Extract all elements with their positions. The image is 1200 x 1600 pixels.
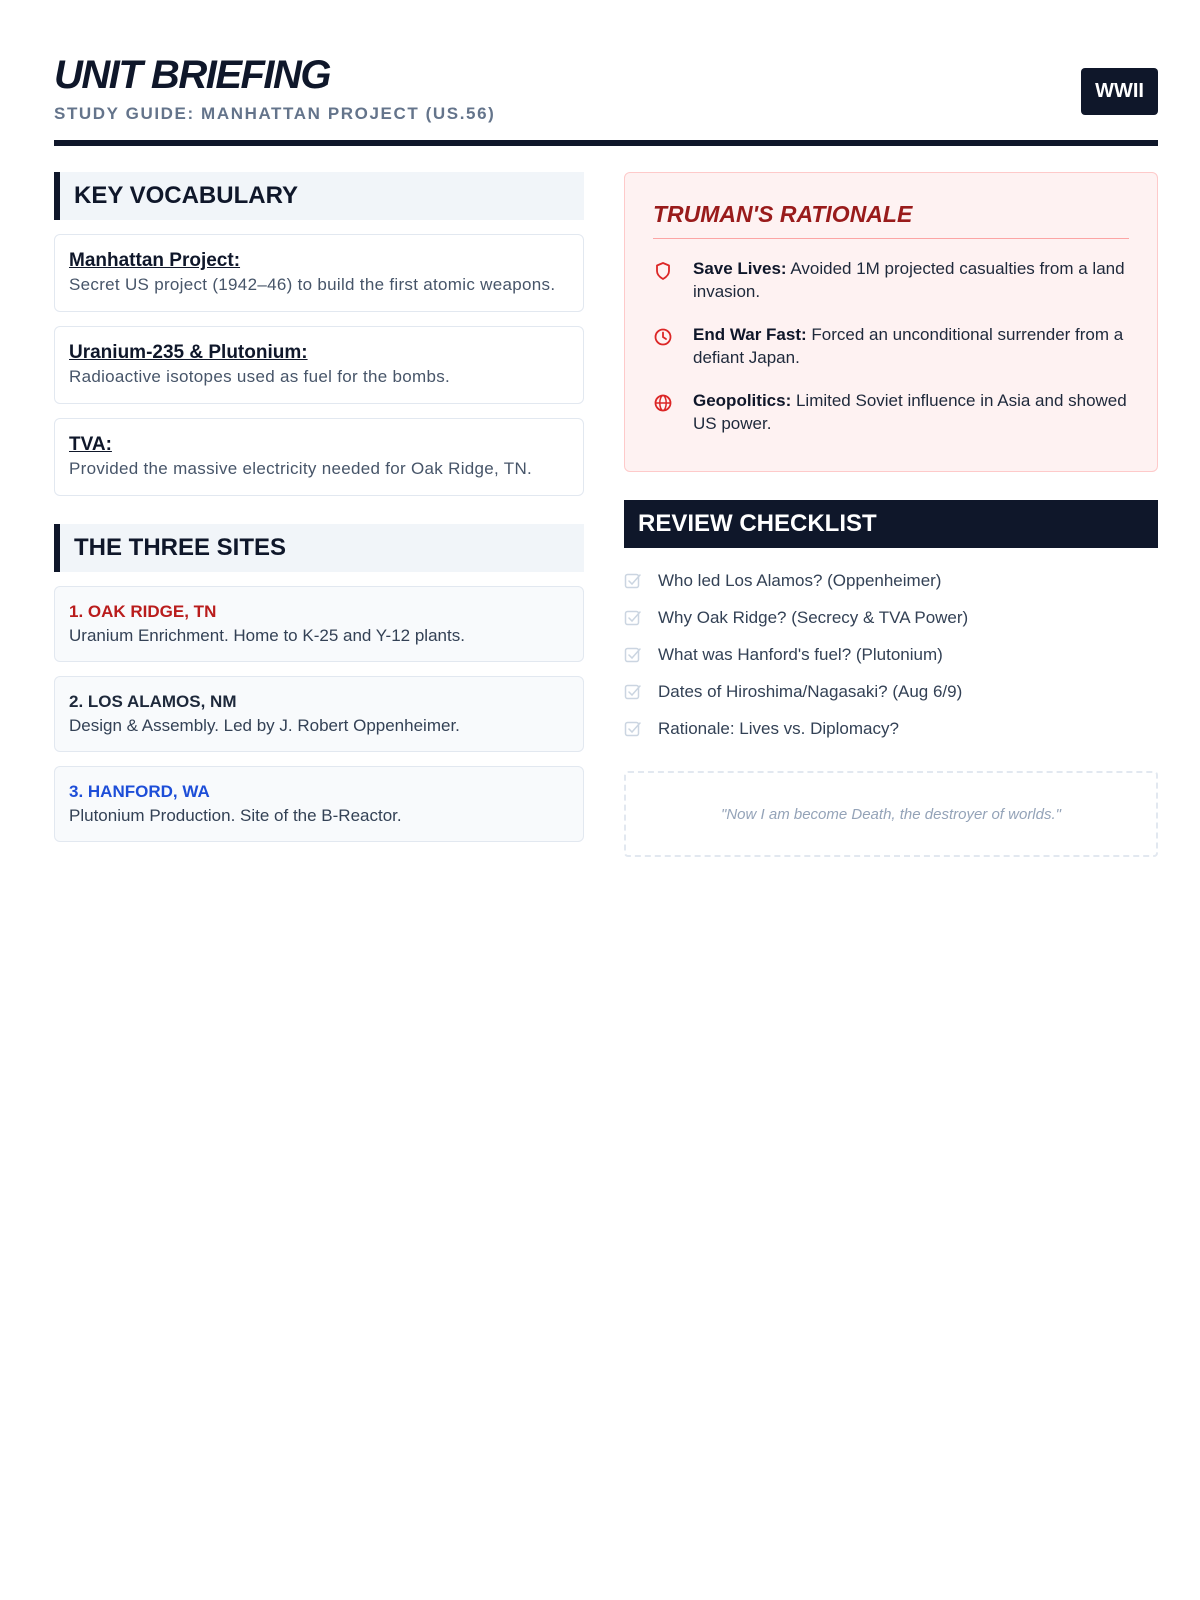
- site-description: Plutonium Production. Site of the B-Reactor.: [69, 806, 402, 825]
- rationale-label: End War Fast:: [693, 325, 807, 344]
- left-column: [54, 172, 584, 856]
- vocab-term: Uranium-235 & Plutonium:: [69, 342, 308, 363]
- checklist-item[interactable]: [624, 636, 1158, 673]
- checklist-item-text: What was Hanford's fuel? (Plutonium): [658, 644, 943, 664]
- vocab-term: Manhattan Project:: [69, 250, 241, 271]
- vocab-definition: Radioactive isotopes used as fuel for the bombs.: [69, 367, 451, 386]
- rationale-label: Geopolitics:: [693, 391, 792, 410]
- checklist-item-text: Who led Los Alamos? (Oppenheimer): [658, 570, 942, 590]
- checklist-item-text: Dates of Hiroshima/Nagasaki? (Aug 6/9): [658, 681, 963, 701]
- rationale-detail: Forced an unconditional surrender from a defiant Japan.: [693, 325, 1124, 367]
- rationale-item: [653, 323, 1129, 369]
- rationale-text: [693, 323, 1129, 369]
- site-description: Uranium Enrichment. Home to K-25 and Y-12 plants.: [69, 626, 465, 645]
- site-name: 1. OAK RIDGE, TN: [69, 602, 217, 621]
- page-title: UNIT BRIEFING: [54, 53, 331, 97]
- rationale-text: [693, 257, 1129, 303]
- site-name: 3. HANFORD, WA: [69, 782, 210, 801]
- checkbox-icon[interactable]: [624, 646, 642, 664]
- site-name: 2. LOS ALAMOS, NM: [69, 692, 237, 711]
- checklist-heading: REVIEW CHECKLIST: [624, 500, 1158, 548]
- site-description: Design & Assembly. Led by J. Robert Oppenheimer.: [69, 716, 460, 735]
- shield-icon: [653, 261, 673, 281]
- page-header: [54, 52, 1158, 146]
- vocab-card: [54, 234, 584, 312]
- sites-heading: THE THREE SITES: [54, 524, 584, 572]
- checkbox-icon[interactable]: [624, 720, 642, 738]
- vocab-definition: Secret US project (1942–46) to build the first atomic weapons.: [69, 275, 556, 294]
- checklist-item-text: Why Oak Ridge? (Secrecy & TVA Power): [658, 607, 969, 627]
- vocab-card: [54, 326, 584, 404]
- globe-icon: [653, 393, 673, 413]
- era-badge: WWII: [1081, 68, 1158, 115]
- rationale-label: Save Lives:: [693, 259, 787, 278]
- rationale-item: [653, 389, 1129, 435]
- page-subtitle: STUDY GUIDE: MANHATTAN PROJECT (US.56): [54, 104, 496, 123]
- checkbox-icon[interactable]: [624, 683, 642, 701]
- checkbox-icon[interactable]: [624, 572, 642, 590]
- oppenheimer-quote: "Now I am become Death, the destroyer of worlds.": [624, 771, 1158, 857]
- right-column: [624, 172, 1158, 857]
- checklist-item[interactable]: [624, 599, 1158, 636]
- rationale-item: [653, 257, 1129, 303]
- vocab-card: [54, 418, 584, 496]
- vocab-definition: Provided the massive electricity needed for Oak Ridge, TN.: [69, 459, 533, 478]
- vocab-term: TVA:: [69, 434, 112, 455]
- rationale-text: [693, 389, 1129, 435]
- site-card-oak-ridge: [54, 586, 584, 662]
- checkbox-icon[interactable]: [624, 609, 642, 627]
- clock-icon: [653, 327, 673, 347]
- rationale-box: [624, 172, 1158, 472]
- checklist-item-text: Rationale: Lives vs. Diplomacy?: [658, 718, 899, 738]
- vocabulary-heading: KEY VOCABULARY: [54, 172, 584, 220]
- checklist-item[interactable]: [624, 562, 1158, 599]
- rationale-detail: Avoided 1M projected casualties from a land invasion.: [693, 259, 1125, 301]
- checklist-item[interactable]: [624, 710, 1158, 747]
- rationale-detail: Limited Soviet influence in Asia and showed US power.: [693, 391, 1127, 433]
- site-card-hanford: [54, 766, 584, 842]
- rationale-heading: TRUMAN'S RATIONALE: [653, 201, 1129, 239]
- checklist-item[interactable]: [624, 673, 1158, 710]
- site-card-los-alamos: [54, 676, 584, 752]
